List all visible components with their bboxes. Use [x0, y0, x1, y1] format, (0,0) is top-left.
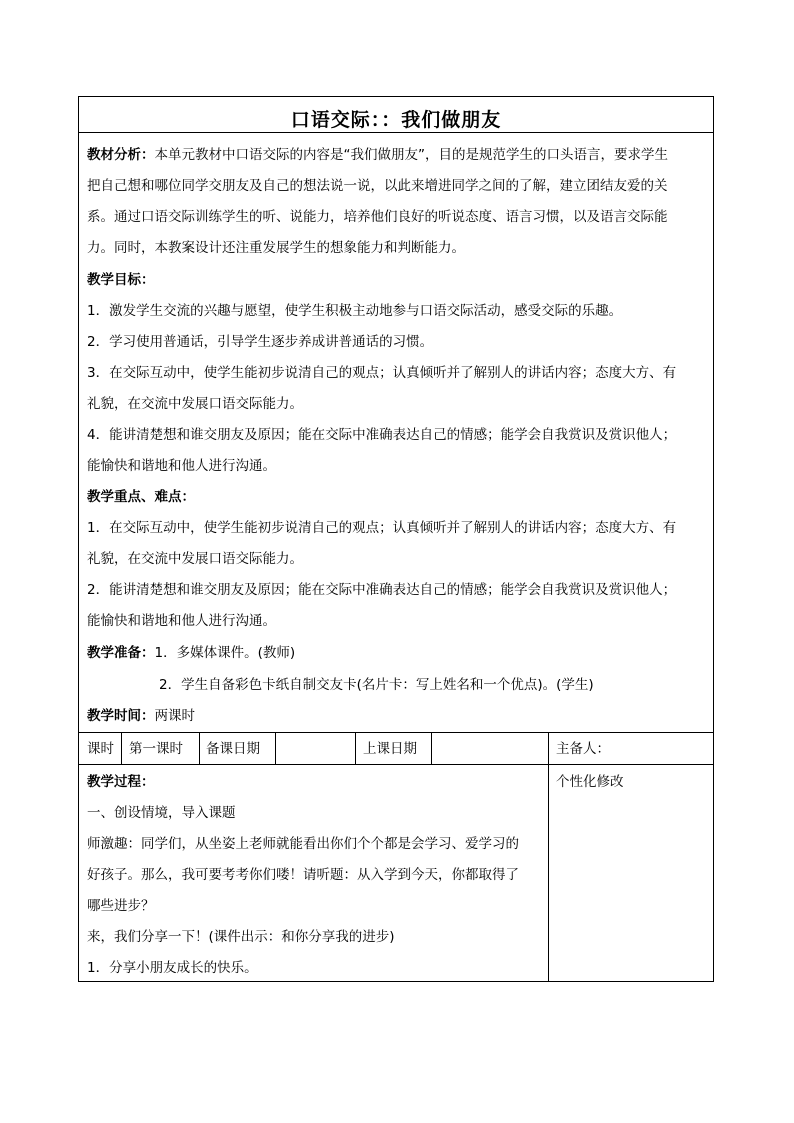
lesson-value: 第一课时	[129, 741, 183, 757]
process-line-6: 1．分享小朋友成长的快乐。	[87, 960, 258, 976]
process-line-5: 来，我们分享一下！(课件出示：和你分享我的进步)	[87, 929, 395, 945]
lesson-plan-table	[78, 96, 714, 982]
time-value: 两课时	[154, 708, 195, 724]
row-divider	[199, 732, 200, 764]
preparer-label: 主备人：	[556, 741, 610, 757]
process-line-3: 好孩子。那么，我可要考考你们喽！请听题：从入学到今天，你都取得了	[87, 867, 519, 883]
prep-item-2: 2．学生自备彩色卡纸自制交友卡(名片卡：写上姓名和一个优点)。(学生)	[159, 677, 594, 693]
analysis-line-2: 把自己想和哪位同学交朋友及自己的想法说一说，以此来增进同学之间的了解，建立团结友爱的关	[87, 178, 668, 194]
time-line	[87, 706, 195, 726]
analysis-heading: 教材分析：	[87, 147, 155, 163]
side-column-divider	[548, 732, 549, 982]
class-date-label: 上课日期	[363, 741, 417, 757]
row-divider	[355, 732, 356, 764]
analysis-line-4: 力。同时，本教案设计还注重发展学生的想象能力和判断能力。	[87, 240, 465, 256]
goal-line-2: 2．学习使用普通话，引导学生逐步养成讲普通话的习惯。	[87, 334, 434, 350]
process-heading: 教学过程：	[87, 774, 155, 790]
process-line-2: 师激趣：同学们，从坐姿上老师就能看出你们个个都是会学习、爱学习的	[87, 836, 519, 852]
analysis-line-3: 系。通过口语交际训练学生的听、说能力，培养他们良好的听说态度、语言习惯，以及语言交际能	[87, 209, 668, 225]
title-divider	[79, 132, 713, 133]
analysis-line-1	[87, 145, 668, 165]
personalized-edit-label: 个性化修改	[556, 774, 624, 790]
goal-line-4: 礼貌，在交流中发展口语交际能力。	[87, 396, 303, 412]
goals-heading: 教学目标：	[87, 272, 155, 288]
process-line-1: 一、创设情境，导入课题	[87, 805, 236, 821]
analysis-text: 本单元教材中口语交际的内容是“我们做朋友”，目的是规范学生的口头语言，要求学生	[154, 147, 668, 163]
goal-line-5: 4．能讲清楚想和谁交朋友及原因；能在交际中准确表达自己的情感；能学会自我赏识及赏识他人；	[87, 427, 677, 443]
prep-date-label: 备课日期	[206, 741, 260, 757]
goal-line-6: 能愉快和谐地和他人进行沟通。	[87, 458, 276, 474]
row-divider	[275, 732, 276, 764]
info-row-bottom-border	[79, 764, 713, 765]
row-divider	[121, 732, 122, 764]
page-title: 口语交际：：我们做朋友	[290, 109, 502, 131]
lesson-label: 课时	[87, 741, 114, 757]
goal-line-3: 3．在交际互动中，使学生能初步说清自己的观点；认真倾听并了解别人的讲话内容；态度大方、有	[87, 365, 677, 381]
keypoint-line-1: 1．在交际互动中，使学生能初步说清自己的观点；认真倾听并了解别人的讲话内容；态度大方、有	[87, 520, 677, 536]
time-heading: 教学时间：	[87, 708, 155, 724]
prep-heading: 教学准备：	[87, 645, 155, 661]
prep-line-1	[87, 643, 295, 663]
row-divider	[431, 732, 432, 764]
keypoint-line-4: 能愉快和谐地和他人进行沟通。	[87, 613, 276, 629]
info-row-top-border	[79, 732, 713, 733]
keypoint-line-2: 礼貌，在交流中发展口语交际能力。	[87, 551, 303, 567]
keypoint-line-3: 2．能讲清楚想和谁交朋友及原因；能在交际中准确表达自己的情感；能学会自我赏识及赏识他人；	[87, 582, 677, 598]
prep-item-1: 1．多媒体课件。(教师)	[154, 645, 296, 661]
keypoints-heading: 教学重点、难点：	[87, 489, 195, 505]
goal-line-1: 1．激发学生交流的兴趣与愿望，使学生积极主动地参与口语交际活动，感受交际的乐趣。	[87, 303, 623, 319]
process-line-4: 哪些进步？	[87, 898, 155, 914]
